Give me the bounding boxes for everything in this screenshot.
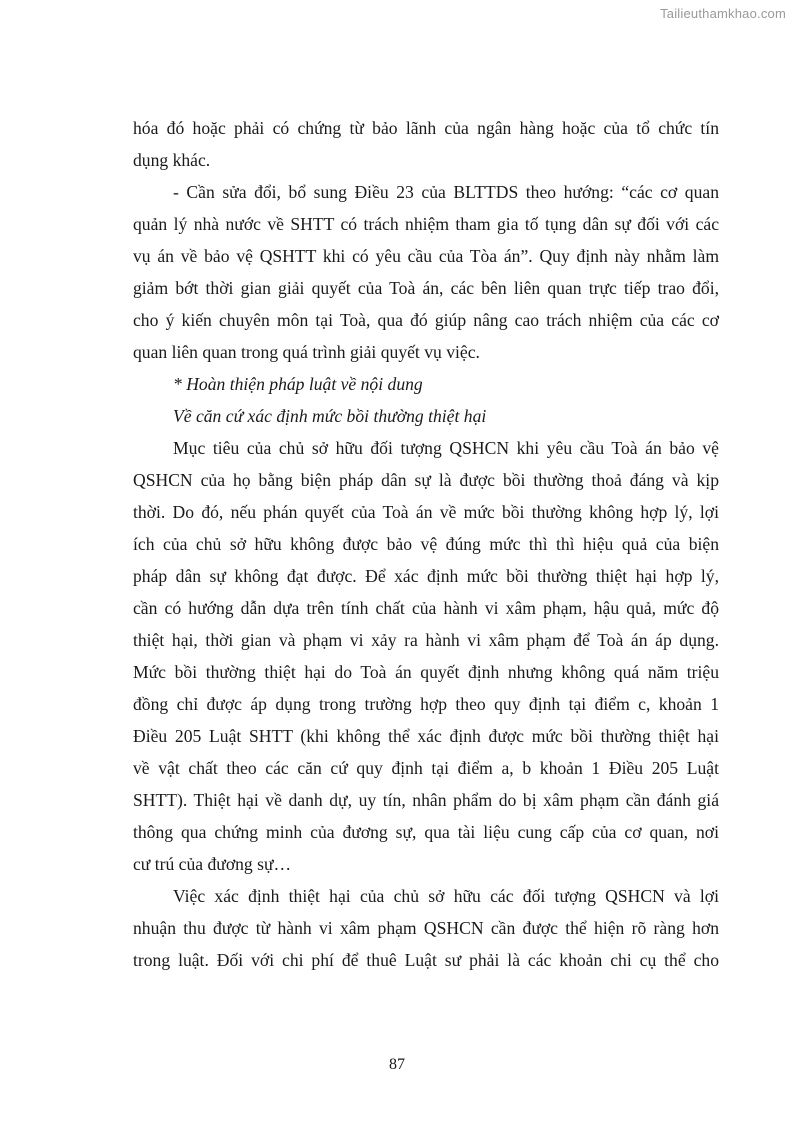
text-line: thiệt hại, thời gian và phạm vi xảy ra hành vi xâm phạm để Toà án áp dụng. xyxy=(133,630,719,650)
text-line: QSHCN của họ bằng biện pháp dân sự là được bồi thường thoả đáng và kịp xyxy=(133,470,719,490)
text-line: về vật chất theo các căn cứ quy định tại điểm a, b khoản 1 Điều 205 Luật xyxy=(133,758,719,778)
text-line: thông qua chứng minh của đương sự, qua tài liệu cung cấp của cơ quan, nơi xyxy=(133,822,719,842)
text-line: cho ý kiến chuyên môn tại Toà, qua đó giúp nâng cao trách nhiệm của các cơ xyxy=(133,310,719,330)
text-line: Việc xác định thiệt hại của chủ sở hữu các đối tượng QSHCN và lợi xyxy=(173,886,719,906)
text-line: Mức bồi thường thiệt hại do Toà án quyết định nhưng không quá năm triệu xyxy=(133,662,719,682)
section-heading: * Hoàn thiện pháp luật về nội dung xyxy=(173,374,423,394)
text-line: Điều 205 Luật SHTT (khi không thể xác định được mức bồi thường thiệt hại xyxy=(133,726,719,746)
text-line: cư trú của đương sự… xyxy=(133,854,292,874)
text-line: vụ án về bảo vệ QSHTT khi có yêu cầu của Tòa án”. Quy định này nhằm làm xyxy=(133,246,719,266)
text-line: hóa đó hoặc phải có chứng từ bảo lãnh của ngân hàng hoặc của tổ chức tín xyxy=(133,118,719,138)
text-line: cần có hướng dẫn dựa trên tính chất của hành vi xâm phạm, hậu quả, mức độ xyxy=(133,598,719,618)
text-line: - Cần sửa đổi, bổ sung Điều 23 của BLTTDS theo hướng: “các cơ quan xyxy=(173,182,719,202)
text-line: SHTT). Thiệt hại về danh dự, uy tín, nhân phẩm do bị xâm phạm cần đánh giá xyxy=(133,790,719,810)
text-line: giảm bớt thời gian giải quyết của Toà án, các bên liên quan trực tiếp trao đổi, xyxy=(133,278,719,298)
text-line: pháp dân sự không đạt được. Để xác định mức bồi thường thiệt hại hợp lý, xyxy=(133,566,719,586)
text-line: quản lý nhà nước về SHTT có trách nhiệm tham gia tố tụng dân sự đối với các xyxy=(133,214,719,234)
subsection-heading: Về căn cứ xác định mức bồi thường thiệt hại xyxy=(173,406,487,426)
watermark: Tailieuthamkhao.com xyxy=(660,6,786,21)
text-line: trong luật. Đối với chi phí để thuê Luật sư phải là các khoản chi cụ thể cho xyxy=(133,950,719,970)
text-line: ích của chủ sở hữu không được bảo vệ đúng mức thì thì hiệu quả của biện xyxy=(133,534,719,554)
text-line: thời. Do đó, nếu phán quyết của Toà án về mức bồi thường không hợp lý, lợi xyxy=(133,502,719,522)
page-number: 87 xyxy=(389,1056,405,1073)
text-line: dụng khác. xyxy=(133,150,211,170)
text-line: Mục tiêu của chủ sở hữu đối tượng QSHCN khi yêu cầu Toà án bảo vệ xyxy=(173,438,719,458)
text-line: đồng chỉ được áp dụng trong trường hợp theo quy định tại điểm c, khoản 1 xyxy=(133,694,719,714)
text-line: nhuận thu được từ hành vi xâm phạm QSHCN cần được thể hiện rõ ràng hơn xyxy=(133,918,719,938)
document-body xyxy=(133,112,719,976)
text-line: quan liên quan trong quá trình giải quyết vụ việc. xyxy=(133,342,480,362)
